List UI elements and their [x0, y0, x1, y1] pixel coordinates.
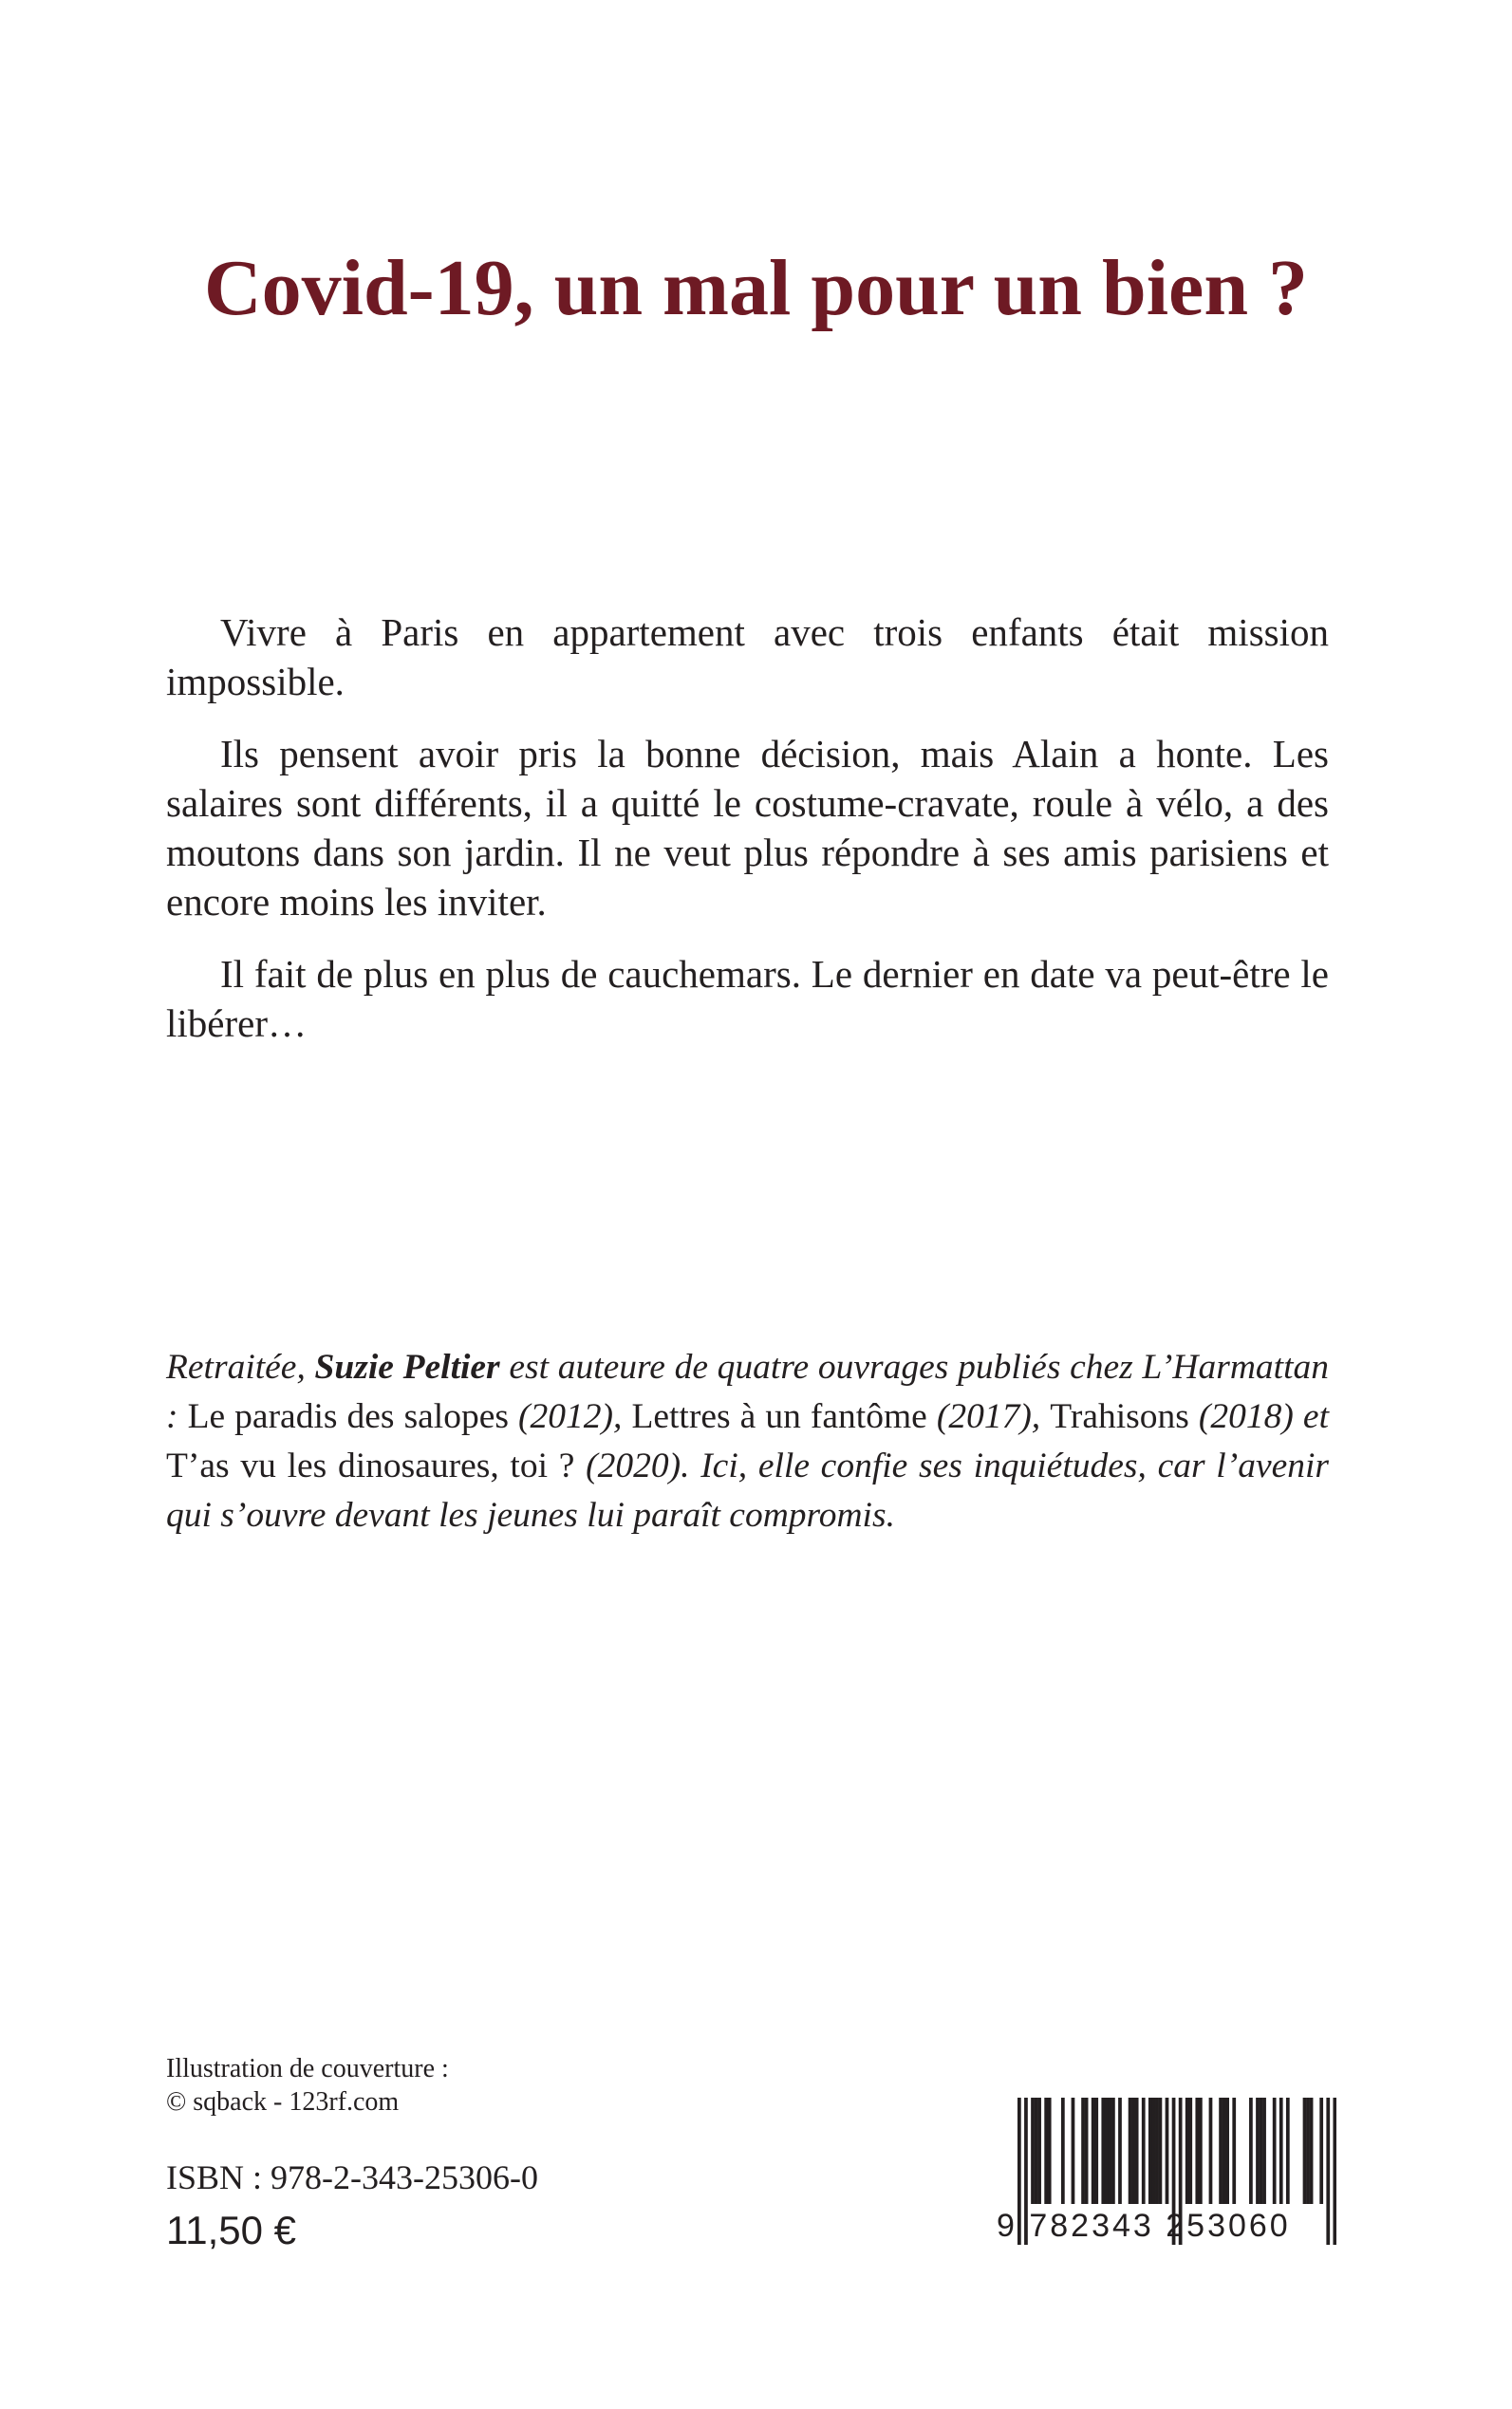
credit-line-1: Illustration de couverture : — [166, 2054, 449, 2083]
barcode-bar — [1129, 2098, 1132, 2204]
barcode-bar — [1232, 2098, 1236, 2204]
book-title-2: Lettres à un fantôme — [631, 1397, 927, 1436]
barcode-bar — [1279, 2098, 1283, 2204]
barcode-bar — [1072, 2098, 1075, 2204]
barcode-bar — [1085, 2098, 1089, 2204]
barcode-bar — [1148, 2098, 1152, 2204]
barcode-bar — [1044, 2098, 1048, 2204]
credit-line-2: © sqback - 123rf.com — [166, 2087, 400, 2117]
blurb-paragraph-2: Ils pensent avoir pris la bonne décision, mais Alain a honte. Les salaires sont différents, il a quitté le costume-cravate, roule à vélo, a des moutons dans son jardin. Il ne veut plus répondre à ses amis parisiens et encore moins les inviter. — [166, 732, 1329, 924]
barcode-bar — [1094, 2098, 1098, 2204]
barcode-bar — [1111, 2098, 1115, 2204]
barcode-bar — [1209, 2098, 1213, 2204]
barcode-bar — [1199, 2098, 1203, 2204]
barcode-bar — [1273, 2098, 1277, 2204]
book-title-4: T’as vu les dinosaures, toi ? — [166, 1447, 575, 1485]
barcode-digits: 9 782343 253060 — [997, 2208, 1291, 2244]
author-bio — [166, 1343, 1329, 1541]
barcode-bar — [1219, 2098, 1223, 2204]
barcode-bar — [1262, 2098, 1266, 2204]
barcode-bar — [1037, 2098, 1041, 2204]
bio-text-2: est auteure de quatre ouvrages publiés chez L’Harmattan : — [166, 1348, 1329, 1436]
price: 11,50 € — [166, 2208, 297, 2252]
barcode-bar — [1142, 2098, 1146, 2204]
barcode-bar — [1166, 2098, 1169, 2204]
bio-text-3: Ici, elle confie ses inquiétudes, car l’avenir qui s’ouvre devant les jeunes lui paraît compromis. — [166, 1447, 1329, 1535]
barcode-bar — [1260, 2098, 1263, 2204]
cover-credit — [166, 2052, 449, 2119]
book-title: Covid-19, un mal pour un bien ? — [203, 244, 1309, 332]
barcode-bar — [1155, 2098, 1159, 2204]
barcode-bar — [1035, 2098, 1038, 2204]
barcode-bar — [1135, 2098, 1139, 2204]
barcode-bar — [1185, 2098, 1189, 2204]
barcode-bar — [1092, 2098, 1095, 2204]
barcode-bar — [1249, 2098, 1253, 2204]
barcode-bar — [1286, 2098, 1290, 2204]
barcode-bar — [1188, 2098, 1192, 2204]
barcode-bar — [1108, 2098, 1111, 2204]
barcode-bar — [1151, 2098, 1155, 2204]
book-title-3: Trahisons — [1050, 1397, 1189, 1436]
barcode-bar — [1131, 2098, 1135, 2204]
barcode-bar — [1081, 2098, 1085, 2204]
author-name: Suzie Peltier — [314, 1348, 500, 1387]
barcode-bar — [1118, 2098, 1122, 2204]
book-year-3: (2018) et — [1188, 1397, 1329, 1436]
blurb-paragraph-3: Il fait de plus en plus de cauchemars. Le dernier en date va peut-être le libérer… — [166, 952, 1329, 1045]
book-year-1: (2012), — [508, 1397, 632, 1436]
barcode-bar — [1031, 2098, 1035, 2204]
barcode-bar — [1048, 2098, 1052, 2204]
barcode-bar — [1319, 2098, 1323, 2204]
barcode-bar — [1310, 2098, 1314, 2204]
barcode-bar — [1223, 2098, 1226, 2204]
blurb-paragraph-1: Vivre à Paris en appartement avec trois enfants était mission impossible. — [166, 610, 1329, 703]
book-title-1: Le paradis des salopes — [187, 1397, 509, 1436]
barcode-bar — [1101, 2098, 1105, 2204]
blurb — [166, 607, 1329, 1071]
barcode-bar — [1195, 2098, 1199, 2204]
barcode-bar — [1256, 2098, 1260, 2204]
book-year-2: (2017), — [926, 1397, 1051, 1436]
barcode-bar — [1061, 2098, 1065, 2204]
barcode-bar — [1306, 2098, 1310, 2204]
barcode-bar — [1105, 2098, 1109, 2204]
barcode-bar — [1303, 2098, 1307, 2204]
barcode-bar — [1159, 2098, 1163, 2204]
barcode-bar — [1225, 2098, 1229, 2204]
book-year-4: (2020). — [574, 1447, 701, 1485]
isbn: ISBN : 978-2-343-25306-0 — [166, 2158, 538, 2196]
bio-text-1: Retraitée, — [166, 1348, 315, 1387]
